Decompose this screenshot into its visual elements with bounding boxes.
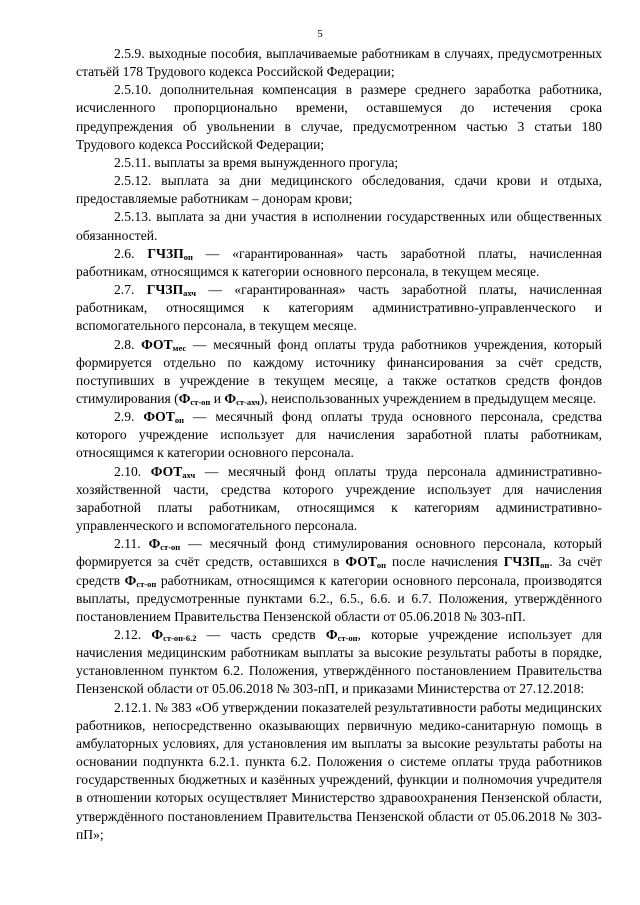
- item-number: 2.12.1.: [114, 699, 152, 715]
- item-text: . За счёт средств: [76, 554, 602, 588]
- item-text: дополнительная компенсация в размере среднего заработка работника, исчисленного пропорционально времени, оставшемуся до истечения срока предупреждения об увольнении в случае, предусмотренном частью 3 статьи 180 Трудового кодекса Российской Федерации;: [76, 82, 602, 152]
- item-number: 2.7.: [114, 282, 135, 298]
- item-text: — часть средств: [196, 627, 326, 642]
- paragraph-2-8: [76, 336, 602, 409]
- item-number: 2.10.: [114, 463, 142, 479]
- paragraph-2-11: [76, 535, 602, 626]
- term-inline: $Ф_{ст-оп}$: [178, 390, 211, 407]
- item-number: 2.5.10.: [114, 82, 152, 98]
- item-text: ), неиспользованных учреждением в предыдущем месяце.: [259, 390, 597, 406]
- item-text: № 383 «Об утверждении показателей результативности работы медицинских работников, непосредственно оказывающих первичную медико-санитарную помощь в амбулаторных условиях, для установления им выплаты за высокие результаты работы на основании подпункта 6.2.1. пункта 6.2. Положения о системе оплаты труда работников государственных бюджетных и казённых учреждений, функции и полномочия учредителя в отношении которых осуществляет Министерство здравоохранения Пензенской области, утверждённого постановлением Правительства Пензенской области от 05.06.2018 № 303-пП»;: [76, 699, 602, 842]
- paragraph-2-5-11: [76, 154, 602, 172]
- item-number: 2.5.12.: [114, 173, 152, 189]
- item-number: 2.9.: [114, 409, 135, 425]
- paragraph-2-9: [76, 408, 602, 462]
- item-number: 2.12.: [114, 627, 142, 642]
- page-number: 5: [317, 28, 323, 40]
- term: $Ф_{ст-оп-6.2}$: [151, 627, 197, 643]
- item-text: выплата за дни медицинского обследования, сдачи крови и отдыха, предоставляемые работникам – донорам крови;: [76, 173, 602, 207]
- term-inline: $Ф_{ст-оп}$: [325, 627, 358, 643]
- paragraph-2-12-1: [76, 699, 602, 844]
- item-number: 2.11.: [114, 536, 141, 552]
- item-text: работникам, относящимся к категории основного персонала, производятся выплаты, предусмотренные пунктами 6.2., 6.5., 6.6. и 6.7. Положения, утверждённого постановлением Правительства Пензенской области от 05.06.2018 № 303-пП.: [76, 572, 602, 624]
- item-number: 2.5.13.: [114, 209, 152, 225]
- term: $ФОТ_{оп}$: [143, 409, 184, 426]
- paragraph-2-7: [76, 281, 602, 335]
- item-text: — месячный фонд оплаты труда персонала административно-хозяйственной части, средства которого учреждение использует для начисления заработной платы работникам, относящимся к категориям административно-управленческого и вспомогательного персонала.: [76, 463, 603, 534]
- paragraph-2-5-13: [76, 208, 602, 244]
- paragraph-2-5-9: [76, 45, 602, 81]
- paragraph-2-10: [76, 463, 602, 536]
- term-inline: $ФОТ_{оп}$: [345, 554, 387, 571]
- term-inline: $ГЧЗП_{оп}$: [503, 554, 550, 571]
- item-text: , которые учреждение использует для начисления медицинским работникам выплаты за высокие результаты работы в порядке, установленном пунктом 6.2. Положения, утверждённого постановлением Правительства Пензенской области от 05.06.2018 № 303-пП, и приказами Министерства от 27.12.2018:: [76, 627, 602, 697]
- term: $ФОТ_{ахч}$: [150, 463, 196, 480]
- item-text: выплаты за время вынужденного прогула;: [154, 154, 399, 170]
- term-inline: $Ф_{ст-ахч}$: [224, 390, 260, 407]
- term: $Ф_{ст-оп}$: [148, 536, 181, 553]
- item-text: и: [210, 390, 225, 406]
- term: $ФОТ_{мес}$: [141, 336, 187, 353]
- document-body: [76, 45, 602, 844]
- paragraph-2-12: [76, 626, 602, 699]
- item-text: — «гарантированная» часть заработной платы, начисленная работникам, относящимся к категории основного персонала, в текущем месяце.: [76, 245, 602, 279]
- item-text: после начисления: [386, 554, 504, 570]
- item-text: — месячный фонд оплаты труда основного персонала, средства которого учреждение использует для начисления заработной платы работникам, относящимся к категории основного персонала.: [76, 409, 602, 461]
- item-text: выплата за дни участия в исполнении государственных или общественных обязанностей.: [76, 209, 602, 243]
- item-number: 2.5.9.: [114, 46, 145, 61]
- term: $ГЧЗП_{ахч}$: [146, 282, 197, 299]
- paragraph-2-6: [76, 245, 602, 281]
- paragraph-2-5-12: [76, 172, 602, 208]
- item-number: 2.5.11.: [114, 154, 151, 170]
- term-inline: $Ф_{ст-оп}$: [124, 572, 157, 589]
- item-text: — месячный фонд оплаты труда работников учреждения, который формируется отдельно по каждому источнику финансирования за счёт средств, поступивших в учреждение в текущем месяце, а также остатков средств фондов стимулирования (: [76, 336, 602, 406]
- term: $ГЧЗП_{оп}$: [147, 245, 193, 262]
- paragraph-2-5-10: [76, 81, 602, 154]
- item-text: — «гарантированная» часть заработной платы, начисленная работникам, относящимся к категориям административно-управленческого и вспомогательного персонала, в текущем месяце.: [76, 282, 602, 334]
- item-text: выходные пособия, выплачиваемые работникам в случаях, предусмотренных статьёй 178 Трудового кодекса Российской Федерации;: [76, 46, 603, 80]
- item-text: — месячный фонд стимулирования основного персонала, который формируется за счёт средств, оставшихся в: [76, 536, 602, 570]
- item-number: 2.8.: [114, 336, 135, 352]
- item-number: 2.6.: [114, 245, 135, 261]
